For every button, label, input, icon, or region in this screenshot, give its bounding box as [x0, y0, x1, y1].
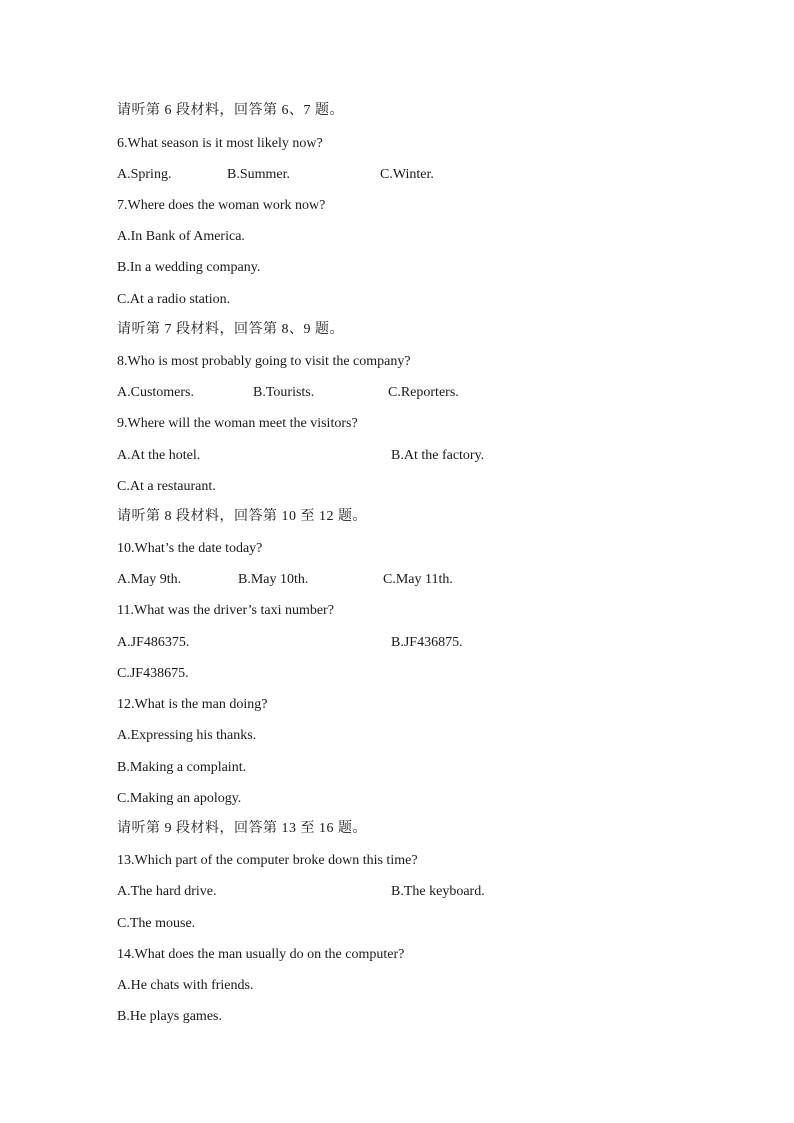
option-6a: A.Spring. [117, 167, 172, 182]
section-intro: 请听第 6 段材料，回答第 6、7 题。 [117, 103, 344, 118]
option-12b: B.Making a complaint. [117, 760, 247, 775]
option-13a: A.The hard drive. [117, 884, 217, 899]
option-14b: B.He plays games. [117, 1009, 222, 1024]
question-6: 6.What season is it most likely now? [117, 136, 323, 151]
option-9b: B.At the factory. [391, 448, 485, 463]
option-8a: A.Customers. [117, 385, 194, 400]
section-intro: 请听第 8 段材料，回答第 10 至 12 题。 [117, 509, 367, 524]
section-intro: 请听第 7 段材料，回答第 8、9 题。 [117, 322, 344, 337]
option-8b: B.Tourists. [253, 385, 315, 400]
option-8c: C.Reporters. [388, 385, 459, 400]
question-9: 9.Where will the woman meet the visitors? [117, 416, 358, 431]
question-11: 11.What was the driver’s taxi number? [117, 603, 334, 618]
option-9c: C.At a restaurant. [117, 479, 216, 494]
option-10a: A.May 9th. [117, 572, 182, 587]
option-10b: B.May 10th. [238, 572, 309, 587]
option-11b: B.JF436875. [391, 635, 463, 650]
question-12: 12.What is the man doing? [117, 697, 268, 712]
option-13c: C.The mouse. [117, 916, 196, 931]
option-14a: A.He chats with friends. [117, 978, 254, 993]
option-12a: A.Expressing his thanks. [117, 728, 257, 743]
option-7a: A.In Bank of America. [117, 229, 245, 244]
question-7: 7.Where does the woman work now? [117, 198, 326, 213]
option-12c: C.Making an apology. [117, 791, 242, 806]
option-9a: A.At the hotel. [117, 448, 201, 463]
question-13: 13.Which part of the computer broke down this time? [117, 853, 418, 868]
option-6c: C.Winter. [380, 167, 434, 182]
option-7b: B.In a wedding company. [117, 260, 261, 275]
option-7c: C.At a radio station. [117, 292, 231, 307]
question-14: 14.What does the man usually do on the computer? [117, 947, 405, 962]
option-11c: C.JF438675. [117, 666, 189, 681]
question-10: 10.What’s the date today? [117, 541, 263, 556]
option-6b: B.Summer. [227, 167, 291, 182]
question-8: 8.Who is most probably going to visit the company? [117, 354, 411, 369]
option-10c: C.May 11th. [383, 572, 453, 587]
option-13b: B.The keyboard. [391, 884, 485, 899]
section-intro: 请听第 9 段材料，回答第 13 至 16 题。 [117, 821, 367, 836]
option-11a: A.JF486375. [117, 635, 190, 650]
